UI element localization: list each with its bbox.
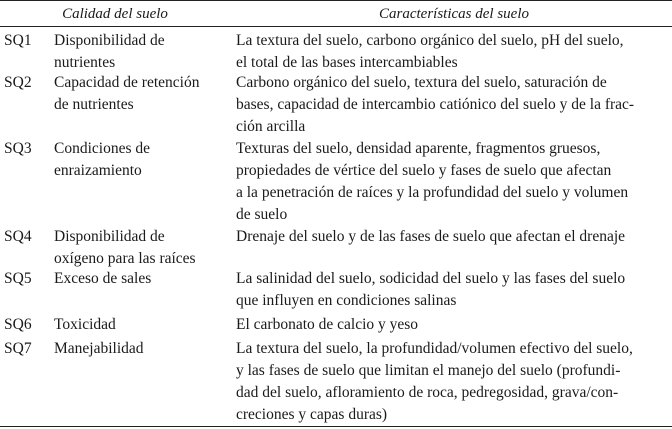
row-code: SQ5 [4,270,32,287]
desc-line: La textura del suelo, carbono orgánico del suelo, pH del suelo, [236,32,624,49]
row-code: SQ4 [4,228,32,245]
row-quality [54,138,234,182]
row-characteristics [236,30,666,74]
row-quality [54,30,234,74]
bottom-rule [0,426,672,427]
desc-line: Carbono orgánico del suelo, textura del suelo, saturación de [236,74,607,91]
desc-line: ción arcilla [236,118,306,135]
row-quality [54,268,234,290]
header-rule [0,26,672,27]
quality-line: Manejabilidad [54,340,144,357]
desc-line: dad del suelo, afloramiento de roca, pedregosidad, grava/con- [236,384,619,401]
header-quality: Calidad del suelo [62,6,168,22]
desc-line: que influyen en condiciones salinas [236,292,457,309]
row-code: SQ1 [4,32,32,49]
desc-line: propiedades de vértice del suelo y fases de suelo que afectan [236,162,612,179]
row-characteristics [236,226,666,248]
row-code: SQ6 [4,316,32,333]
desc-line: a la penetración de raíces y la profundidad del suelo y volumen [236,184,629,201]
row-quality [54,72,234,116]
row-characteristics [236,314,666,336]
desc-line: y las fases de suelo que limitan el manejo del suelo (profundi- [236,362,621,379]
quality-line: Capacidad de retención [54,74,200,91]
row-quality [54,338,234,360]
top-rule [0,0,672,1]
row-characteristics [236,138,666,226]
quality-line: Disponibilidad de [54,32,165,49]
row-code: SQ2 [4,74,32,91]
quality-line: Toxicidad [54,316,116,333]
row-characteristics [236,268,666,312]
desc-line: Texturas del suelo, densidad aparente, fragmentos gruesos, [236,140,601,157]
row-quality [54,314,234,336]
desc-line: Drenaje del suelo y de las fases de suelo que afectan el drenaje [236,228,626,245]
desc-line: el total de las bases intercambiables [236,54,458,71]
row-characteristics [236,338,666,426]
desc-line: bases, capacidad de intercambio catiónico del suelo y de la frac- [236,96,635,113]
quality-line: nutrientes [54,54,116,71]
quality-line: de nutrientes [54,96,134,113]
desc-line: El carbonato de calcio y yeso [236,316,419,333]
desc-line: creciones y capas duras) [236,406,388,423]
quality-line: enraizamiento [54,162,142,179]
desc-line: La salinidad del suelo, sodicidad del suelo y las fases del suelo [236,270,626,287]
row-characteristics [236,72,666,138]
row-code: SQ7 [4,340,32,357]
quality-line: Exceso de sales [54,270,152,287]
quality-line: Condiciones de [54,140,150,157]
quality-line: Disponibilidad de [54,228,165,245]
desc-line: de suelo [236,206,288,223]
row-quality [54,226,234,270]
desc-line: La textura del suelo, la profundidad/volumen efectivo del suelo, [236,340,633,357]
quality-line: oxígeno para las raíces [54,250,196,267]
row-code: SQ3 [4,140,32,157]
header-characteristics: Características del suelo [379,6,529,22]
